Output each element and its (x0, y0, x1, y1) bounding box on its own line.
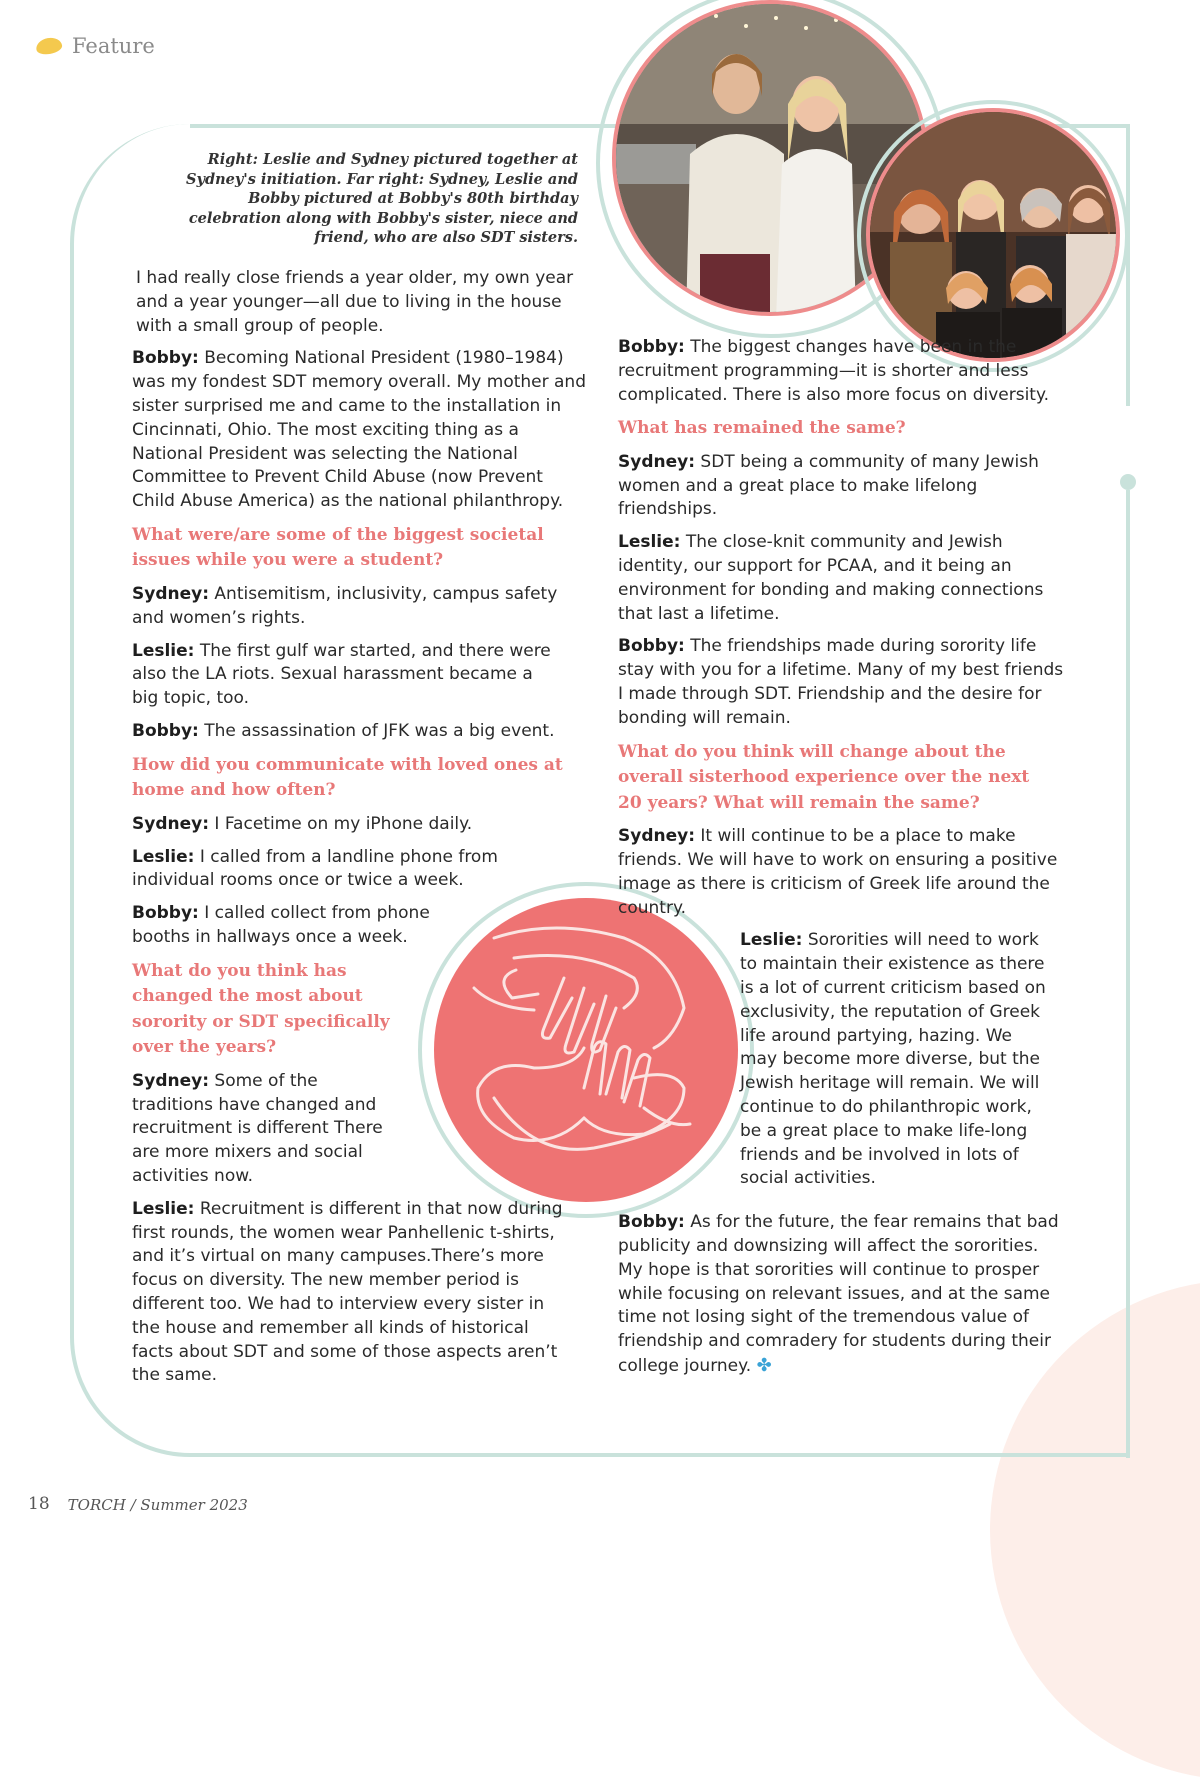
answer-leslie-communication: Leslie: I called from a landline phone from individual rooms once or twice a week. (132, 846, 498, 891)
answer-bobby-changed: Bobby: The biggest changes have been in the recruitment programming—it is shorter and less complicated. There is also more focus on diversity. (618, 337, 1050, 405)
section-label: Feature (72, 34, 155, 58)
answer-sydney-future: Sydney: It will continue to be a place to make friends. We will have to work on ensuring a positive image as there is criticism of Greek life around the country. (618, 826, 1058, 918)
question-societal-issues: What were/are some of the biggest societal issues while you were a student? (132, 524, 544, 571)
page-number: 18 (28, 1494, 50, 1514)
answer-bobby-communication: Bobby: I called collect from phone booths in hallways once a week. (132, 903, 430, 947)
page-footer (28, 1494, 248, 1514)
answer-sydney-communication: Sydney: I Facetime on my iPhone daily. (132, 813, 473, 834)
frame-dot (1120, 474, 1136, 490)
question-communication: How did you communicate with loved ones at home and how often? (132, 754, 563, 801)
answer-leslie-issues: Leslie: The first gulf war started, and there were also the LA riots. Sexual harassment became a big topic, too. (132, 640, 551, 709)
feature-dot-icon (35, 36, 63, 56)
answer-sydney-same: Sydney: SDT being a community of many Jewish women and a great place to make lifelong friendships. (618, 451, 1039, 520)
answer-bobby-future: Bobby: As for the future, the fear remains that bad publicity and downsizing will affect the sororities. My hope is that sororities will continue to prosper while focusing on relevant issues, and at the same time not losing sight of the tremendous value of friendship and comradery for students during their college journey. ✤ (618, 1212, 1059, 1376)
answer-leslie-changed: Leslie: Recruitment is different in that now during first rounds, the women wear Panhellenic t-shirts, and it’s virtual on many campuses.There’s more focus on diversity. The new member period is different too. We had to interview every sister in the house and remember all kinds of historical facts about SDT and some of those aspects aren’t the same. (132, 1198, 563, 1386)
answer-bobby-issues: Bobby: The assassination of JFK was a big event. (132, 720, 555, 741)
question-changed-most: What do you think has changed the most about sorority or SDT specifically over the years? (132, 960, 390, 1058)
left-column (132, 267, 587, 1397)
question-future: What do you think will change about the overall sisterhood experience over the next 20 years? What will remain the same? (618, 741, 1030, 813)
question-remained-same: What has remained the same? (618, 418, 906, 439)
answer-bobby-same: Bobby: The friendships made during sorority life stay with you for a lifetime. Many of my best friends I made through SDT. Friendship and the desire for bonding will remain. (618, 636, 1064, 728)
answer-sydney-changed: Sydney: Some of the traditions have changed and recruitment is different There are more mixers and social activities now. (132, 1070, 383, 1186)
answer-leslie-same: Leslie: The close-knit community and Jewish identity, our support for PCAA, and it being an environment for bonding and making connections that last a lifetime. (618, 532, 1044, 624)
photo-caption: Right: Leslie and Sydney pictured together at Sydney's initiation. Far right: Sydney, Leslie and Bobby pictured at Bobby's 80th birthday celebration along with Bobby's sister, niece and friend, who are also SDT sisters. (186, 151, 578, 246)
frame-right-line-lower (1126, 490, 1130, 1458)
photo-birthday-group (866, 108, 1120, 362)
right-column (618, 336, 1068, 1388)
answer-bobby-memory: Bobby: Becoming National President (1980–1984) was my fondest SDT memory overall. My mother and sister surprised me and came to the installation in Cincinnati, Ohio. The most exciting thing as a National President was selecting the National Committee to Prevent Child Abuse (now Prevent Child Abuse America) as the national philanthropy. (132, 348, 586, 512)
frame-right-line (1126, 124, 1130, 406)
end-mark-icon: ✤ (756, 1354, 772, 1376)
magazine-issue: TORCH / Summer 2023 (67, 1496, 248, 1514)
answer-leslie-future: Leslie: Sororities will need to work to maintain their existence as there is a lot of current criticism based on exclusivity, the reputation of Greek life around partying, hazing. We may become more diverse, but the Jewish heritage will remain. We will continue to do philanthropic work, be a great place to make life-long friends and be involved in lots of social activities. (740, 930, 1046, 1189)
intro-paragraph: I had really close friends a year older, my own year and a year younger—all due to living in the house with a small group of people. (136, 268, 574, 336)
section-tag (36, 34, 155, 58)
answer-sydney-issues: Sydney: Antisemitism, inclusivity, campus safety and women’s rights. (132, 583, 558, 628)
